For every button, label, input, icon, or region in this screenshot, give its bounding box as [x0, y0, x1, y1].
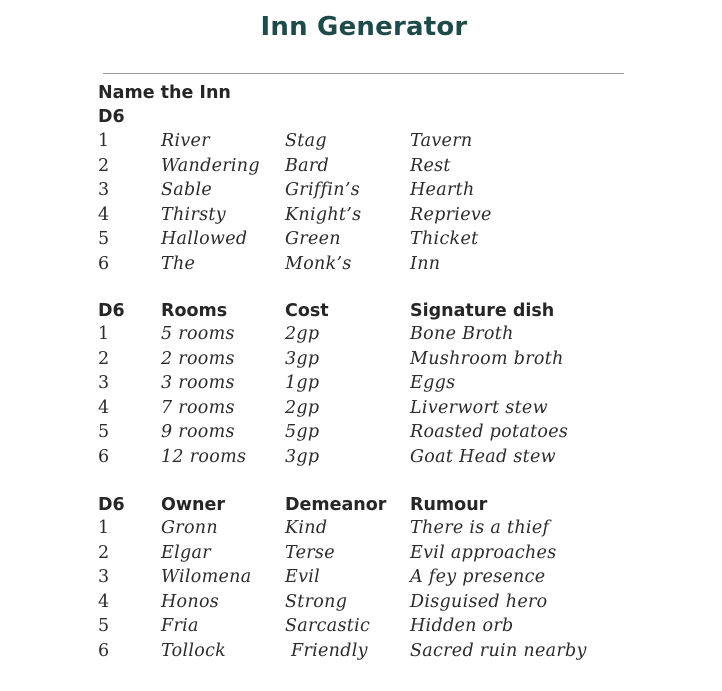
name-section-die: D6	[98, 107, 125, 127]
dish-value: Bone Broth	[410, 324, 514, 344]
name-part-first: The	[161, 253, 196, 274]
rooms-value: 12 rooms	[161, 446, 247, 467]
name-part-second: Green	[285, 229, 341, 249]
name-part-third: Inn	[410, 253, 441, 274]
header-die: D6	[98, 301, 125, 321]
row-number: 4	[98, 591, 110, 612]
row-number: 2	[98, 542, 110, 563]
demeanor-value: Terse	[285, 542, 335, 563]
cost-value: 2gp	[285, 397, 320, 418]
owner-value: Fria	[161, 616, 199, 636]
row-number: 2	[98, 348, 110, 369]
owner-value: Gronn	[161, 518, 218, 538]
row-number: 1	[98, 131, 110, 151]
cost-value: 3gp	[285, 446, 320, 467]
title-divider	[103, 73, 624, 74]
rooms-value: 2 rooms	[161, 348, 235, 369]
name-part-third: Thicket	[410, 229, 479, 249]
rooms-value: 9 rooms	[161, 422, 235, 442]
name-part-third: Rest	[410, 155, 451, 176]
name-part-second: Bard	[285, 155, 330, 176]
rooms-value: 3 rooms	[161, 373, 235, 393]
name-part-first: Hallowed	[161, 229, 248, 249]
header-cost: Cost	[285, 301, 329, 321]
name-part-third: Tavern	[410, 131, 473, 151]
demeanor-value: Strong	[285, 591, 348, 612]
row-number: 4	[98, 204, 110, 225]
cost-value: 2gp	[285, 324, 320, 344]
name-part-third: Reprieve	[410, 204, 492, 225]
rumour-value: There is a thief	[410, 518, 550, 538]
dish-value: Eggs	[410, 373, 456, 393]
row-number: 3	[98, 180, 110, 200]
name-part-first: Sable	[161, 180, 213, 200]
name-part-first: Thirsty	[161, 204, 226, 225]
header-signature-dish: Signature dish	[410, 301, 555, 321]
owner-value: Tollock	[161, 640, 227, 661]
row-number: 6	[98, 446, 110, 467]
row-number: 6	[98, 253, 110, 274]
rumour-value: A fey presence	[410, 567, 546, 587]
rumour-value: Evil approaches	[410, 542, 557, 563]
row-number: 3	[98, 373, 110, 393]
header-rumour: Rumour	[410, 495, 488, 515]
row-number: 5	[98, 616, 110, 636]
row-number: 3	[98, 567, 110, 587]
row-number: 6	[98, 640, 110, 661]
rumour-value: Sacred ruin nearby	[410, 640, 587, 661]
rumour-value: Disguised hero	[410, 591, 548, 612]
demeanor-value: Friendly	[291, 640, 368, 661]
cost-value: 1gp	[285, 373, 320, 393]
cost-value: 3gp	[285, 348, 320, 369]
dish-value: Mushroom broth	[410, 348, 564, 369]
dish-value: Roasted potatoes	[410, 422, 569, 442]
name-part-second: Stag	[285, 131, 327, 151]
name-part-second: Griffin’s	[285, 180, 361, 200]
rooms-value: 5 rooms	[161, 324, 235, 344]
header-die: D6	[98, 495, 125, 515]
cost-value: 5gp	[285, 422, 320, 442]
name-section-heading: Name the Inn	[98, 83, 231, 103]
demeanor-value: Evil	[285, 567, 321, 587]
row-number: 1	[98, 518, 110, 538]
row-number: 5	[98, 422, 110, 442]
demeanor-value: Sarcastic	[285, 616, 371, 636]
dish-value: Goat Head stew	[410, 446, 556, 467]
owner-value: Wilomena	[161, 567, 252, 587]
page-title: Inn Generator	[260, 12, 468, 42]
owner-value: Honos	[161, 591, 220, 612]
demeanor-value: Kind	[285, 518, 328, 538]
owner-value: Elgar	[161, 542, 211, 563]
header-rooms: Rooms	[161, 301, 228, 321]
row-number: 4	[98, 397, 110, 418]
header-demeanor: Demeanor	[285, 495, 387, 515]
dish-value: Liverwort stew	[410, 397, 548, 418]
rumour-value: Hidden orb	[410, 616, 514, 636]
rooms-value: 7 rooms	[161, 397, 235, 418]
name-part-first: Wandering	[161, 155, 260, 176]
row-number: 5	[98, 229, 110, 249]
row-number: 1	[98, 324, 110, 344]
name-part-second: Knight’s	[285, 204, 362, 225]
name-part-third: Hearth	[410, 180, 475, 200]
row-number: 2	[98, 155, 110, 176]
name-part-first: River	[161, 131, 210, 151]
name-part-second: Monk’s	[285, 253, 352, 274]
header-owner: Owner	[161, 495, 226, 515]
